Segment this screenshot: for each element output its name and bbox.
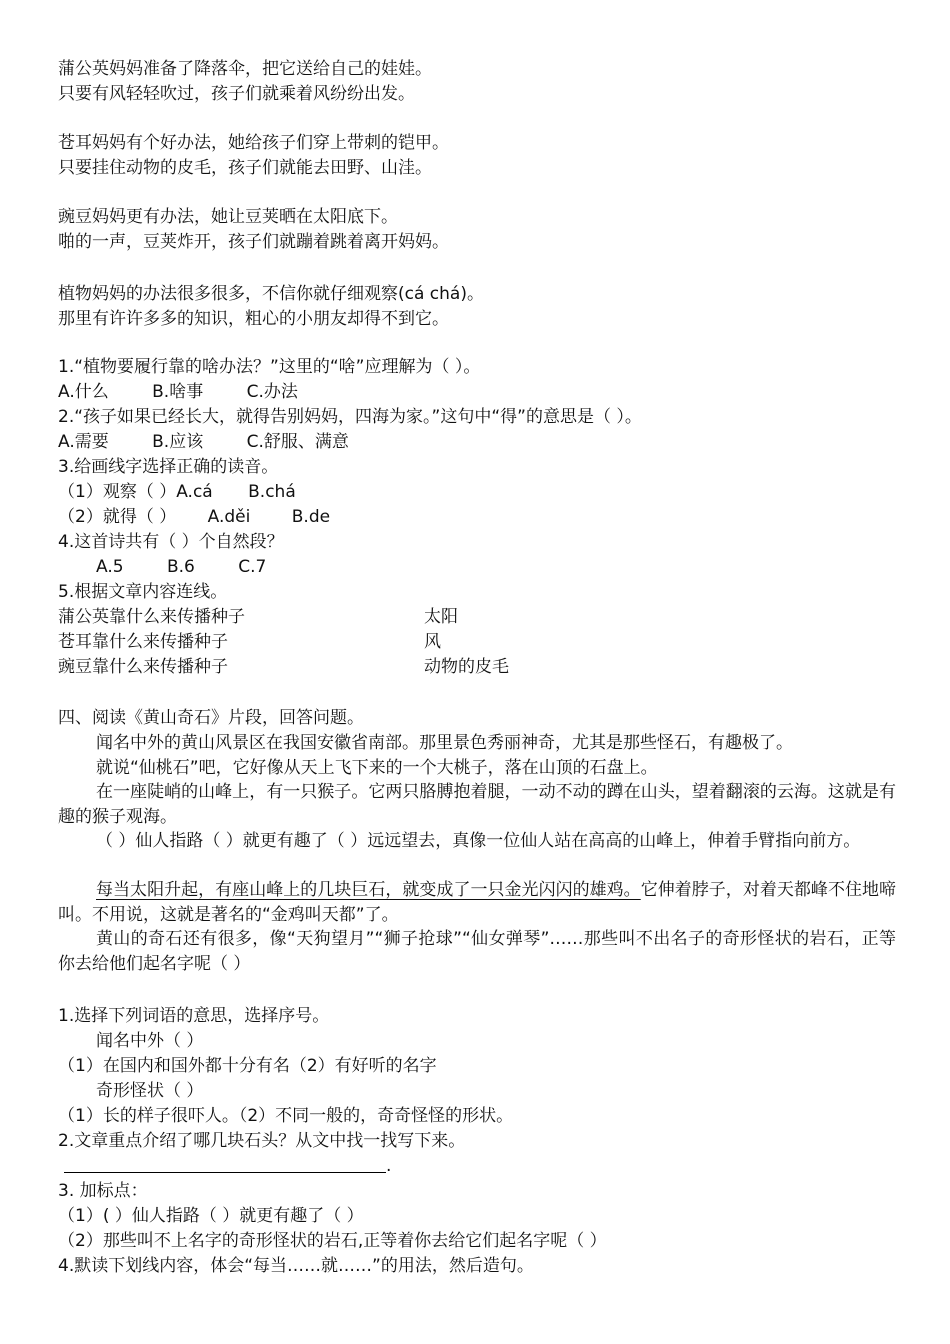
poem-line: 豌豆妈妈更有办法，她让豆荚晒在太阳底下。 <box>58 207 398 227</box>
section-heading: 四、阅读《黄山奇石》片段，回答问题。 <box>58 708 364 728</box>
word-item: 闻名中外（ ） <box>96 1031 204 1051</box>
passage-paragraph: 闻名中外的黄山风景区在我国安徽省南部。那里景色秀丽神奇，尤其是那些怪石，有趣极了。 <box>96 733 793 753</box>
option-b: B.啥事 <box>152 382 204 402</box>
question-5: 5.根据文章内容连线。 <box>58 582 228 602</box>
option-b: B.应该 <box>152 432 204 452</box>
poem-line: 植物妈妈的办法很多很多，不信你就仔细观察(cá chá)。 <box>58 284 484 304</box>
passage-paragraph: 黄山的奇石还有很多，像“天狗望月”“狮子抢球”“仙女弹琴”……那些叫不出名子的奇形怪状的岩石，正等你去给他们起名字呢（ ） <box>58 929 896 974</box>
question-3: 3. 加标点： <box>58 1181 148 1201</box>
underlined-sentence: 每当太阳升起，有座山峰上的几块巨石，就变成了一只金光闪闪的雄鸡。 <box>96 880 641 900</box>
question-1: 1.选择下列词语的意思，选择序号。 <box>58 1006 330 1026</box>
poem-line: 只要有风轻轻吹过，孩子们就乘着风纷纷出发。 <box>58 84 415 104</box>
question-4-options: A.5 B.6 C.7 <box>96 557 267 577</box>
option-c: C.舒服、满意 <box>246 432 349 452</box>
question-3-item-1: （1）( ）仙人指路（ ）就更有趣了（ ） <box>58 1206 364 1226</box>
poem-line: 啪的一声，豆荚炸开，孩子们就蹦着跳着离开妈妈。 <box>58 232 449 252</box>
word-options: （1）在国内和国外都十分有名（2）有好听的名字 <box>58 1056 437 1076</box>
question-3-item-2: （2）就得（ ） A.děi B.de <box>58 507 331 527</box>
match-right-2: 风 <box>424 632 441 652</box>
word-options: （1）长的样子很吓人。（2）不同一般的，奇奇怪怪的形状。 <box>58 1106 514 1126</box>
question-1: 1.“植物要履行靠的啥办法？”这里的“啥”应理解为（ ）。 <box>58 357 481 377</box>
passage-paragraph: 就说“仙桃石”吧，它好像从天上飞下来的一个大桃子，落在山顶的石盘上。 <box>96 758 658 778</box>
poem-line: 那里有许许多多的知识，粗心的小朋友却得不到它。 <box>58 309 449 329</box>
match-left-2: 苍耳靠什么来传播种子 <box>58 632 228 652</box>
option-c: C.办法 <box>246 382 298 402</box>
option-a: A.需要 <box>58 432 109 452</box>
question-2-options <box>58 431 349 453</box>
question-3-item-2: （2）那些叫不上名字的奇形怪状的岩石,正等着你去给它们起名字呢（ ） <box>58 1231 607 1251</box>
answer-end-mark: . <box>386 1156 392 1176</box>
question-4: 4.默读下划线内容，体会“每当……就……”的用法，然后造句。 <box>58 1256 534 1276</box>
match-right-1: 太阳 <box>424 607 458 627</box>
answer-blank-line[interactable] <box>64 1172 386 1173</box>
question-4: 4.这首诗共有（ ）个自然段？ <box>58 532 284 552</box>
match-right-3: 动物的皮毛 <box>424 657 509 677</box>
match-left-1: 蒲公英靠什么来传播种子 <box>58 607 245 627</box>
question-2: 2.“孩子如果已经长大，就得告别妈妈，四海为家。”这句中“得”的意思是（ ）。 <box>58 407 642 427</box>
question-1-options <box>58 381 298 403</box>
passage-paragraph: （ ）仙人指路（ ）就更有趣了（ ）远远望去，真像一位仙人站在高高的山峰上，伸着手臂指向前方。 <box>96 831 861 851</box>
question-3-item-1: （1）观察（ ）A.cá B.chá <box>58 482 296 502</box>
passage-paragraph: 在一座陡峭的山峰上，有一只猴子。它两只胳膊抱着腿，一动不动的蹲在山头，望着翻滚的云海。这就是有趣的猴子观海。 <box>58 782 896 827</box>
passage-paragraph-underlined: 每当太阳升起，有座山峰上的几块巨石，就变成了一只金光闪闪的雄鸡。它伸着脖子，对着天都峰不住地啼叫。不用说，这就是著名的“金鸡叫天都”了。 <box>58 880 897 925</box>
word-item: 奇形怪状（ ） <box>96 1081 204 1101</box>
poem-line: 蒲公英妈妈准备了降落伞，把它送给自己的娃娃。 <box>58 59 432 79</box>
poem-line: 苍耳妈妈有个好办法，她给孩子们穿上带刺的铠甲。 <box>58 133 449 153</box>
question-3: 3.给画线字选择正确的读音。 <box>58 457 279 477</box>
match-left-3: 豌豆靠什么来传播种子 <box>58 657 228 677</box>
option-a: A.什么 <box>58 382 109 402</box>
question-2: 2.文章重点介绍了哪几块石头？从文中找一找写下来。 <box>58 1131 466 1151</box>
poem-line: 只要挂住动物的皮毛，孩子们就能去田野、山洼。 <box>58 158 432 178</box>
